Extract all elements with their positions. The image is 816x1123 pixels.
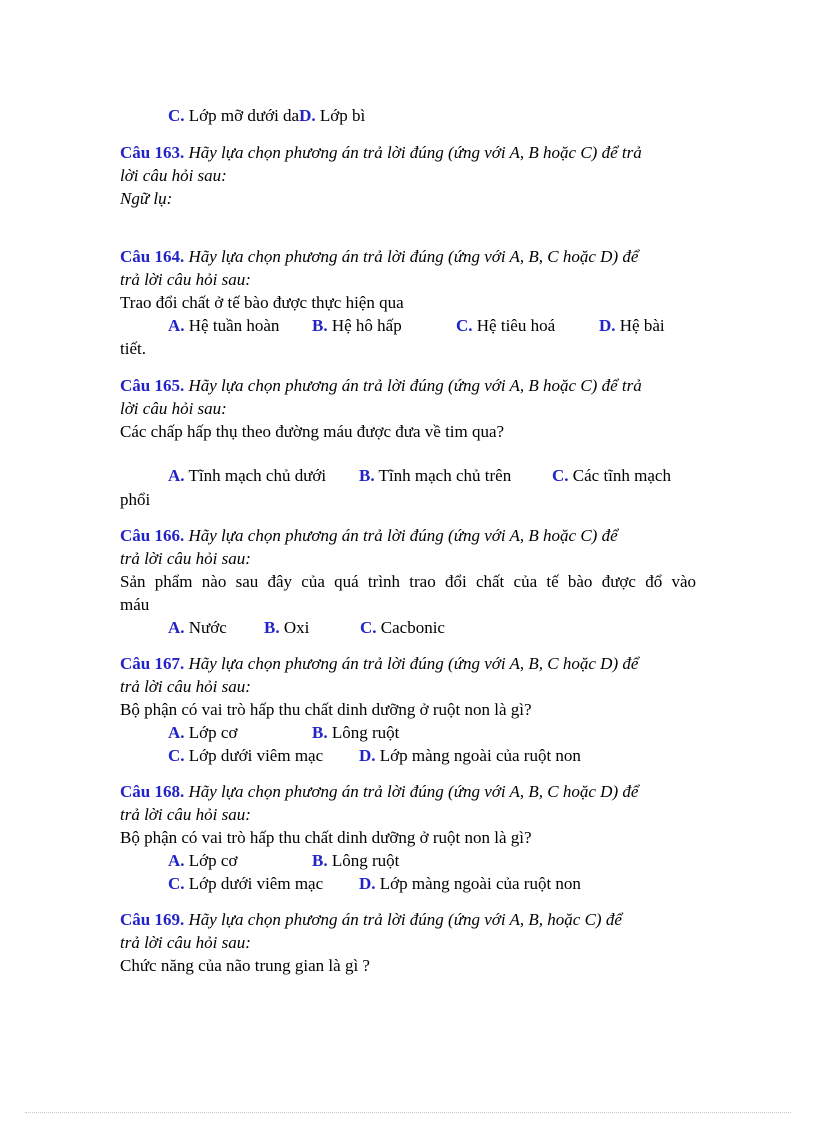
question-instruction-cont: trả lời câu hỏi sau: [120,933,251,952]
option-c [552,464,671,487]
question-number: Câu 167. [120,654,185,673]
page-bottom-divider [25,1112,791,1113]
option-c [168,872,323,895]
option-label: A. [168,316,185,335]
question-number: Câu 169. [120,910,185,929]
option-b [312,721,399,744]
option-b [312,314,402,337]
option-label: C. [168,874,185,893]
option-text: Lớp cơ [188,851,238,870]
option-text: Oxi [283,618,310,637]
option-label: A. [168,723,185,742]
option-text: Lông ruột [331,723,400,742]
question-166-line-1 [120,524,618,547]
option-a [168,616,227,639]
option-b [359,464,511,487]
question-163-line-1 [120,141,642,164]
option-text: Lớp dưới viêm mạc [188,746,324,765]
question-167-line-1 [120,652,638,675]
option-label: A. [168,466,185,485]
question-number: Câu 166. [120,526,185,545]
option-label: D. [359,874,376,893]
option-text: Hệ tiêu hoá [476,316,556,335]
question-164-line-1 [120,245,638,268]
option-d [599,314,665,337]
option-label: D. [599,316,616,335]
question-stem: Bộ phận có vai trò hấp thu chất dinh dưỡng ở ruột non là gì? [120,700,532,719]
question-169-line-1 [120,908,622,931]
option-b [312,849,399,872]
question-number: Câu 168. [120,782,185,801]
question-number: Câu 164. [120,247,185,266]
option-label: A. [168,851,185,870]
option-label: B. [312,316,328,335]
question-stem: Các chấp hấp thụ theo đường máu được đưa về tim qua? [120,422,505,441]
question-stem-line: Sản phẩm nào sau đây của quá trình trao đổi chất của tế bào được đổ vào [120,572,696,591]
question-stem: Chức năng của não trung gian là gì ? [120,956,370,975]
option-text: Lớp màng ngoài của ruột non [379,874,581,893]
question-stem: Trao đổi chất ở tế bào được thực hiện qua [120,293,404,312]
question-stem: Ngữ lụ: [120,189,173,208]
option-c [456,314,555,337]
question-stem: Bộ phận có vai trò hấp thu chất dinh dưỡng ở ruột non là gì? [120,828,532,847]
option-c [168,744,323,767]
option-label: D. [299,106,316,125]
option-text: Lớp mỡ dưới da [188,106,300,125]
option-a [168,464,326,487]
option-text: Lớp màng ngoài của ruột non [379,746,581,765]
option-label: B. [264,618,280,637]
question-instruction-cont: trả lời câu hỏi sau: [120,805,251,824]
option-label: C. [456,316,473,335]
option-text: Cacbonic [380,618,445,637]
option-wrap: phổi [120,490,151,509]
option-text: Lớp dưới viêm mạc [188,874,324,893]
option-a [168,849,237,872]
options-line-top [168,104,365,127]
option-text: Lông ruột [331,851,400,870]
option-label: C. [360,618,377,637]
option-text: Hệ bài [619,316,665,335]
option-label: C. [552,466,569,485]
option-text: Các tĩnh mạch [572,466,671,485]
question-instruction: Hãy lựa chọn phương án trả lời đúng (ứng với A, B, C hoặc D) để [188,654,639,673]
option-c [360,616,445,639]
question-number: Câu 165. [120,376,185,395]
option-label: D. [359,746,376,765]
option-label: B. [359,466,375,485]
option-text: Hệ tuần hoàn [188,316,280,335]
question-stem [120,570,696,593]
option-label: A. [168,618,185,637]
option-label: C. [168,746,185,765]
option-label: C. [168,106,185,125]
option-label: B. [312,851,328,870]
question-instruction-cont: lời câu hỏi sau: [120,399,227,418]
question-number: Câu 163. [120,143,185,162]
option-text: Lớp cơ [188,723,238,742]
question-instruction: Hãy lựa chọn phương án trả lời đúng (ứng với A, B hoặc C) để trả [188,376,642,395]
question-instruction-cont: lời câu hỏi sau: [120,166,227,185]
question-instruction-cont: trả lời câu hỏi sau: [120,677,251,696]
question-instruction-cont: trả lời câu hỏi sau: [120,549,251,568]
option-text: Hệ hô hấp [331,316,402,335]
question-168-line-1 [120,780,638,803]
option-a [168,721,237,744]
question-165-line-1 [120,374,642,397]
question-instruction: Hãy lựa chọn phương án trả lời đúng (ứng với A, B hoặc C) để [188,526,618,545]
option-wrap: tiết. [120,339,146,358]
option-text: Tĩnh mạch chủ dưới [188,466,327,485]
question-instruction: Hãy lựa chọn phương án trả lời đúng (ứng với A, B, C hoặc D) để [188,247,639,266]
option-text: Tĩnh mạch chủ trên [378,466,512,485]
option-d [359,872,581,895]
question-instruction: Hãy lựa chọn phương án trả lời đúng (ứng với A, B, hoặc C) để [188,910,622,929]
option-text: Nước [188,618,227,637]
option-b [264,616,309,639]
question-instruction: Hãy lựa chọn phương án trả lời đúng (ứng với A, B, C hoặc D) để [188,782,639,801]
option-label: B. [312,723,328,742]
option-a [168,314,279,337]
question-instruction: Hãy lựa chọn phương án trả lời đúng (ứng với A, B hoặc C) để trả [188,143,642,162]
question-stem-cont: máu [120,595,150,614]
option-text: Lớp bì [319,106,366,125]
option-d [359,744,581,767]
question-instruction-cont: trả lời câu hỏi sau: [120,270,251,289]
